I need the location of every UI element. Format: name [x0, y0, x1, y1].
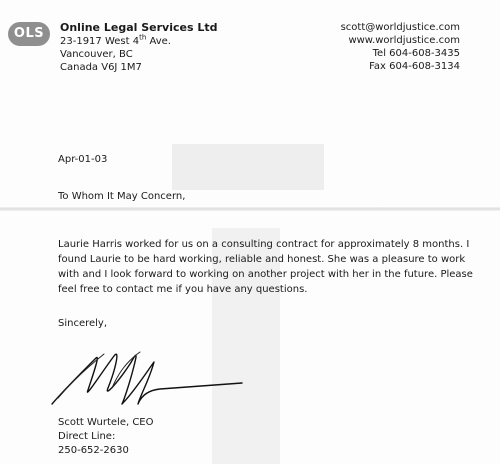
body-line-4: feel free to contact me if you have any questions. [58, 284, 308, 295]
body-line-1: Laurie Harris worked for us on a consulting contract for approximately 8 months. I [58, 239, 470, 250]
contact-website: www.worldjustice.com [348, 35, 460, 46]
address-line-3: Canada V6J 1M7 [60, 62, 142, 73]
paper-fold-line [0, 207, 500, 211]
body-line-2: found Laurie to be hard working, reliable and honest. She was a pleasure to work [58, 254, 466, 265]
address-street-suffix: Ave. [146, 36, 171, 47]
logo-text: OLS [13, 26, 45, 41]
letter-closing: Sincerely, [58, 318, 108, 329]
address-ordinal: th [139, 33, 147, 42]
signer-block [58, 416, 154, 458]
scan-smudge [172, 144, 324, 190]
letter-salutation: To Whom It May Concern, [58, 191, 186, 202]
handwritten-signature [44, 342, 244, 412]
company-address-block [60, 21, 217, 74]
signer-name-title: Scott Wurtele, CEO [58, 417, 154, 428]
signer-direct-label: Direct Line: [58, 431, 116, 442]
letter-date: Apr-01-03 [58, 154, 108, 165]
letter-body [58, 237, 496, 297]
body-line-3: with and I look forward to working on another project with her in the future. Please [58, 269, 473, 280]
contact-fax: Fax 604-608-3134 [369, 61, 460, 72]
contact-email: scott@worldjustice.com [340, 22, 460, 33]
company-name: Online Legal Services Ltd [60, 21, 218, 34]
company-logo [8, 22, 50, 46]
address-line-2: Vancouver, BC [60, 49, 133, 60]
address-street: 23-1917 West 4 [60, 36, 140, 47]
contact-block [341, 21, 460, 73]
address-line-1 [60, 35, 217, 48]
contact-phone: Tel 604-608-3435 [372, 48, 460, 59]
signer-direct-number: 250-652-2630 [58, 445, 129, 456]
